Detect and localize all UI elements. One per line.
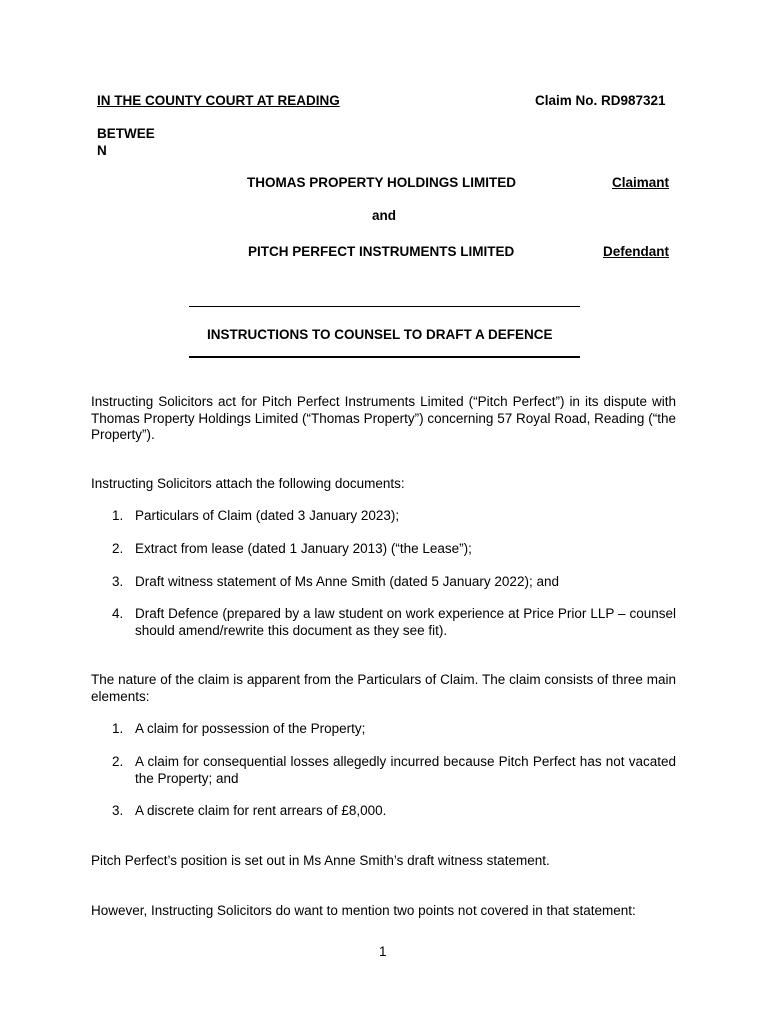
list-item — [112, 541, 676, 558]
claimant-name: THOMAS PROPERTY HOLDINGS LIMITED — [247, 175, 517, 190]
title-top-rule — [189, 306, 580, 307]
page-number: 1 — [379, 944, 387, 959]
list-number: 2. — [112, 541, 124, 556]
list-text: Particulars of Claim (dated 3 January 2023); — [135, 508, 400, 523]
list-item — [112, 721, 676, 738]
list-item — [112, 574, 676, 591]
list-item — [112, 606, 676, 639]
document-title: INSTRUCTIONS TO COUNSEL TO DRAFT A DEFENCE — [207, 327, 553, 342]
list-text: A claim for consequential losses allegedly incurred because Pitch Perfect has not vacated the Property; and — [135, 754, 676, 786]
list-item — [112, 508, 676, 525]
claim-number: Claim No. RD987321 — [535, 93, 666, 108]
defendant-role: Defendant — [603, 244, 670, 259]
list-number: 1. — [112, 721, 124, 736]
claim-nature-paragraph: The nature of the claim is apparent from the Particulars of Claim. The claim consists of three main elements: — [91, 672, 676, 704]
list-item — [112, 803, 676, 820]
defendant-name: PITCH PERFECT INSTRUMENTS LIMITED — [248, 244, 515, 259]
list-number: 2. — [112, 754, 124, 769]
title-bottom-rule — [189, 356, 580, 358]
list-number: 4. — [112, 606, 124, 621]
between-label-line2: N — [97, 143, 107, 158]
list-text: Extract from lease (dated 1 January 2013) (“the Lease”); — [135, 541, 472, 556]
intro-paragraph: Instructing Solicitors act for Pitch Perfect Instruments Limited (“Pitch Perfect”) in its dispute with Thomas Property Holdings Limited (“Thomas Property”) concerning 57 Royal Road, Reading (“the Property”). — [91, 394, 676, 442]
list-text: A discrete claim for rent arrears of £8,000. — [135, 803, 387, 818]
attachments-intro: Instructing Solicitors attach the following documents: — [91, 476, 405, 491]
and-label: and — [372, 208, 397, 223]
position-paragraph: Pitch Perfect’s position is set out in Ms Anne Smith’s draft witness statement. — [91, 853, 550, 868]
list-text: A claim for possession of the Property; — [135, 721, 366, 736]
list-number: 3. — [112, 803, 124, 818]
points-paragraph: However, Instructing Solicitors do want to mention two points not covered in that statement: — [91, 903, 636, 918]
claimant-role: Claimant — [612, 175, 670, 190]
list-number: 1. — [112, 508, 124, 523]
court-heading: IN THE COUNTY COURT AT READING — [97, 93, 340, 108]
between-label-line1: BETWEE — [97, 126, 155, 141]
list-item — [112, 754, 676, 787]
list-text: Draft witness statement of Ms Anne Smith (dated 5 January 2022); and — [135, 574, 559, 589]
list-text: Draft Defence (prepared by a law student on work experience at Price Prior LLP – counsel should amend/rewrite this document as they see fit). — [135, 606, 676, 638]
list-number: 3. — [112, 574, 124, 589]
